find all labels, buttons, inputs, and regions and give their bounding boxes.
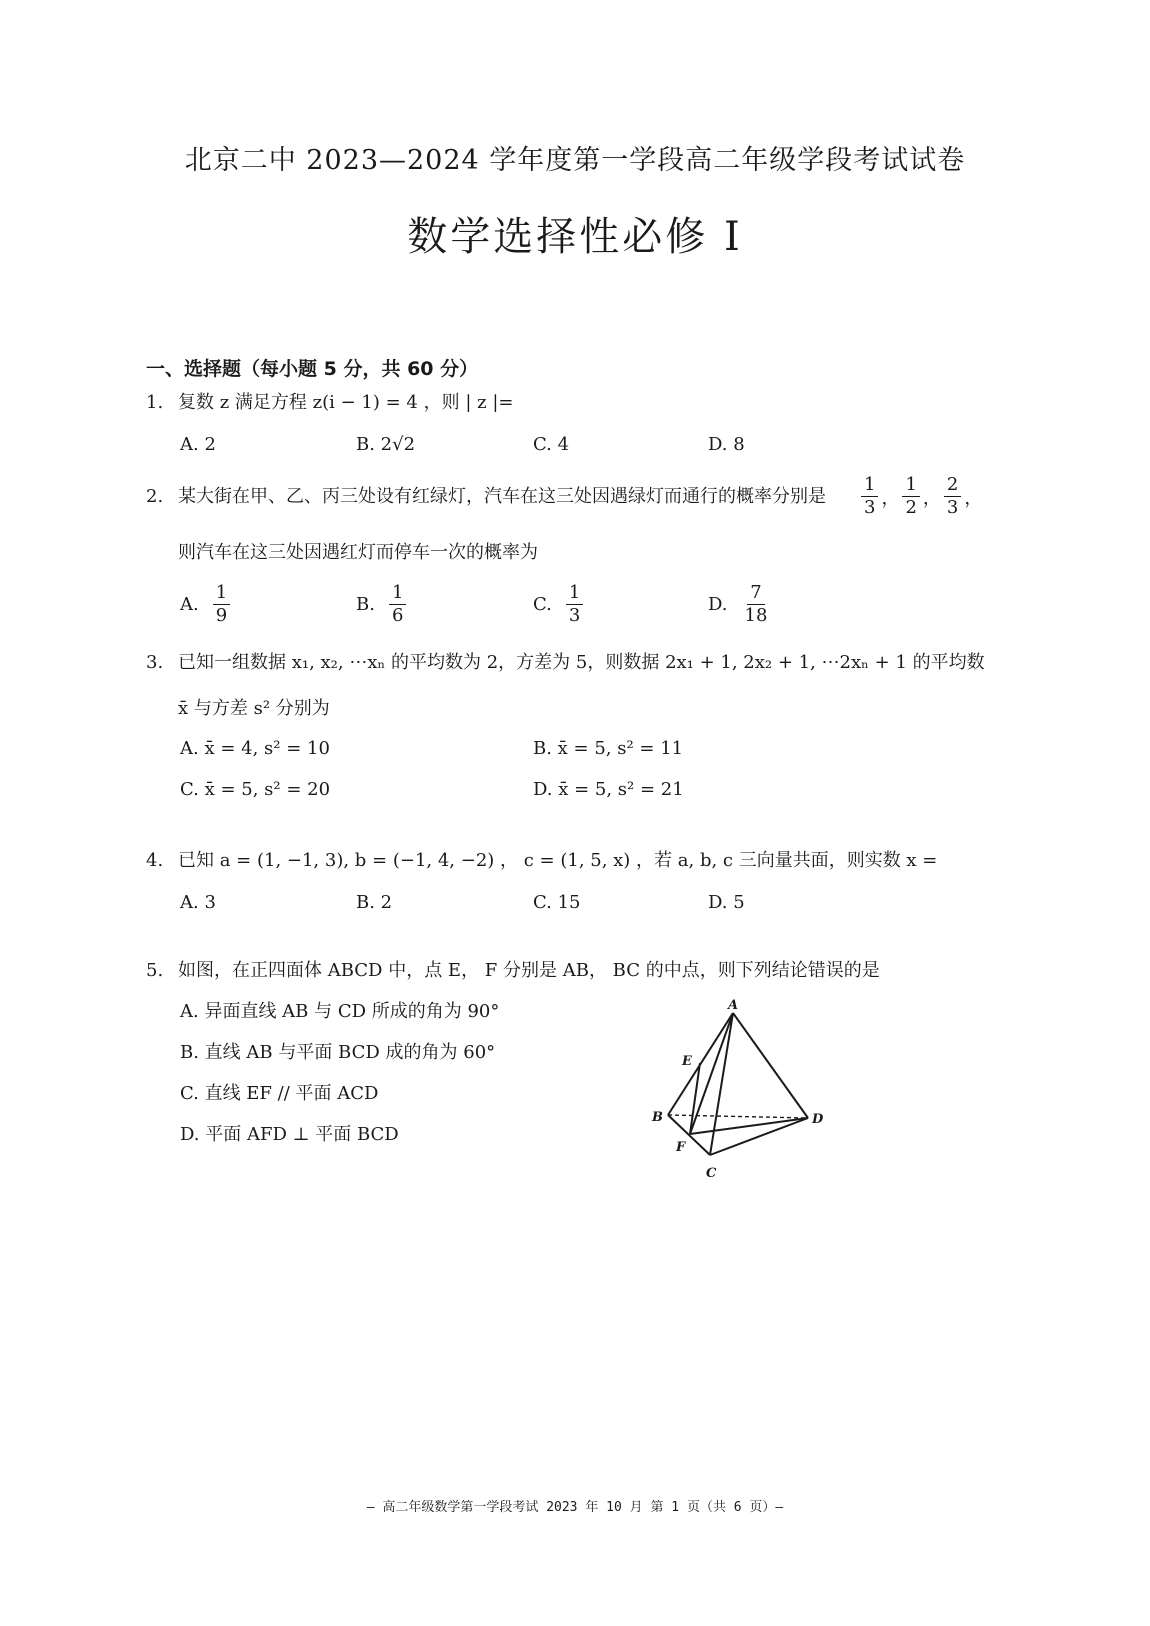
q5-option-c: C. 直线 EF // 平面 ACD: [180, 1083, 379, 1104]
q3-option-d: D. x̄ = 5, s² = 21: [533, 779, 684, 800]
q3-option-a: A. x̄ = 4, s² = 10: [180, 738, 330, 759]
question-3: [146, 650, 985, 676]
q1-option-a: A. 2: [180, 434, 216, 455]
q1-option-c: C. 4: [533, 434, 570, 455]
fraction: $\frac{1}{2}$: [902, 474, 919, 519]
exam-title: 北京二中 2023—2024 学年度第一学段高二年级学段考试试卷: [184, 145, 966, 176]
q5-option-d: D. 平面 AFD ⊥ 平面 BCD: [180, 1124, 399, 1145]
question-number: 3.: [146, 652, 164, 673]
section-heading: 一、选择题（每小题 5 分，共 60 分）: [146, 358, 479, 380]
fraction: $\frac{2}{3}$: [944, 474, 961, 519]
tetrahedron-figure: [640, 995, 840, 1185]
question-stem-line2: x̄ 与方差 s² 分别为: [178, 698, 330, 719]
q1-option-d: D. 8: [708, 434, 745, 455]
q3-option-c: C. x̄ = 5, s² = 20: [180, 779, 331, 800]
q2-option-a: A. $\frac{1}{9}$: [180, 582, 233, 627]
vertex-label-b: B: [652, 1110, 663, 1125]
question-2: [146, 484, 826, 510]
question-4: [146, 848, 937, 874]
question-number: 5.: [146, 960, 164, 981]
question-number: 4.: [146, 850, 164, 871]
question-stem-line1: 已知一组数据 x₁, x₂, ⋯xₙ 的平均数为 2，方差为 5，则数据 2x₁ + 1, 2x₂ + 1, ⋯2xₙ + 1 的平均数: [178, 652, 985, 673]
question-stem-line2: 则汽车在这三处因遇红灯而停车一次的概率为: [178, 542, 538, 563]
question-5: [146, 958, 880, 984]
q2-probabilities: $\frac{1}{3}$ ， $\frac{1}{2}$ ， $\frac{2}{3}$ ，: [858, 474, 982, 519]
q5-option-b: B. 直线 AB 与平面 BCD 成的角为 60°: [180, 1042, 496, 1063]
question-stem-line1: 某大街在甲、乙、丙三处设有红绿灯，汽车在这三处因遇绿灯而通行的概率分别是: [178, 486, 826, 507]
fraction: $\frac{1}{3}$: [861, 474, 878, 519]
subject-title: 数学选择性必修 I: [407, 214, 743, 260]
vertex-label-d: D: [812, 1112, 824, 1127]
question-number: 2.: [146, 486, 164, 507]
q4-option-a: A. 3: [180, 892, 216, 913]
q4-option-d: D. 5: [708, 892, 745, 913]
q2-option-b: B. $\frac{1}{6}$: [356, 582, 409, 627]
q4-option-c: C. 15: [533, 892, 581, 913]
point-label-e: E: [682, 1054, 692, 1069]
q2-option-c: C. $\frac{1}{3}$: [533, 582, 586, 627]
q3-option-b: B. x̄ = 5, s² = 11: [533, 738, 684, 759]
q5-option-a: A. 异面直线 AB 与 CD 所成的角为 90°: [180, 1001, 500, 1022]
question-number: 1.: [146, 392, 164, 413]
vertex-label-c: C: [706, 1166, 717, 1181]
question-stem: 已知 a = (1, −1, 3), b = (−1, 4, −2) ， c = (1, 5, x) ，若 a, b, c 三向量共面，则实数 x =: [178, 850, 938, 871]
question-1: [146, 390, 513, 416]
page-footer: – 高二年级数学第一学段考试 2023 年 10 月 第 1 页（共 6 页）–: [366, 1500, 784, 1515]
vertex-label-a: A: [728, 998, 739, 1013]
point-label-f: F: [676, 1140, 686, 1155]
q4-option-b: B. 2: [356, 892, 393, 913]
question-stem: 如图，在正四面体 ABCD 中，点 E， F 分别是 AB， BC 的中点，则下列结论错误的是: [178, 960, 880, 981]
question-stem: 复数 z 满足方程 z(i − 1) = 4 ，则 | z |=: [178, 392, 514, 413]
q1-option-b: B. 2√2: [356, 434, 416, 455]
q2-option-d: D. $\frac{7}{18}$: [708, 582, 768, 626]
